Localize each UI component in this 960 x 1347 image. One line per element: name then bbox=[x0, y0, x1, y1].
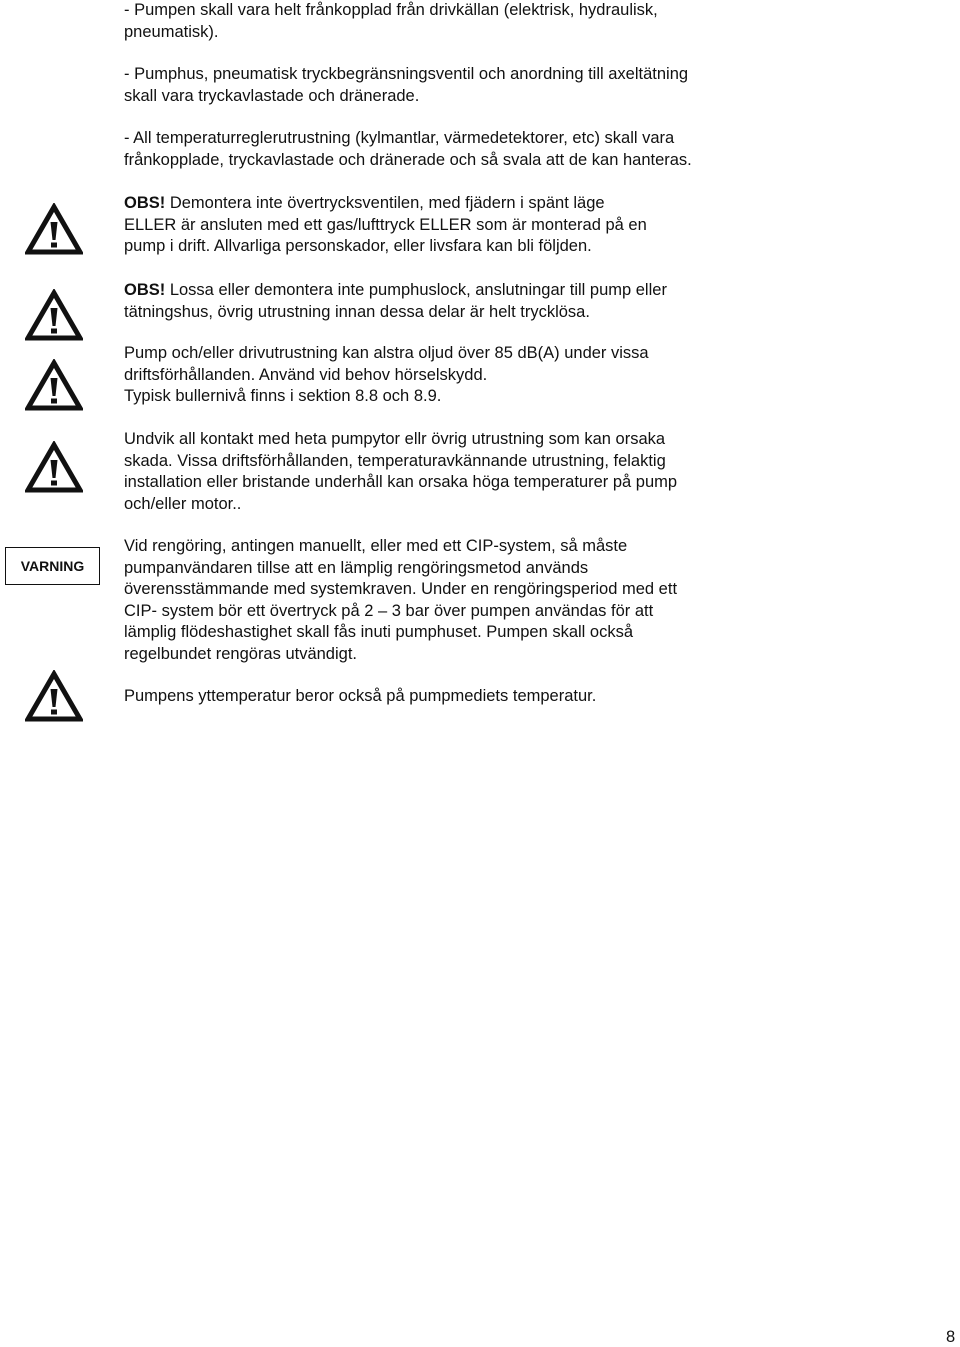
paragraph-obs-pump-cover bbox=[124, 280, 824, 323]
text-line: och/eller motor.. bbox=[124, 494, 242, 513]
warning-triangle-icon bbox=[25, 203, 83, 255]
varning-label: VARNING bbox=[20, 558, 85, 574]
paragraph-temperature-equipment bbox=[124, 128, 824, 171]
text-line: frånkopplade, tryckavlastade och dränerade och så svala att de kan hanteras. bbox=[124, 150, 692, 169]
text-line: skall vara tryckavlastade och dränerade. bbox=[124, 86, 420, 105]
text-line: OBS! Lossa eller demontera inte pumphuslock, anslutningar till pump eller bbox=[124, 281, 667, 299]
warning-triangle-icon bbox=[25, 289, 83, 341]
text-line: driftsförhållanden. Använd vid behov hörselskydd. bbox=[124, 365, 488, 384]
text-line: Vid rengöring, antingen manuellt, eller med ett CIP-system, så måste bbox=[124, 537, 628, 555]
text-line: Undvik all kontakt med heta pumpytor ellr övrig utrustning som kan orsaka bbox=[124, 430, 666, 448]
text-line: pneumatisk). bbox=[124, 22, 219, 41]
paragraph-cleaning bbox=[124, 536, 824, 665]
text-line: överensstämmande med systemkraven. Under en rengöringsperiod med ett bbox=[124, 580, 678, 598]
text-line: installation eller bristande underhåll kan orsaka höga temperaturer på pump bbox=[124, 473, 678, 491]
page-number: 8 bbox=[946, 1328, 956, 1346]
text-line: lämplig flödeshastighet skall fås inuti pumphuset. Pumpen skall också bbox=[124, 623, 634, 641]
paragraph-obs-relief-valve bbox=[124, 193, 824, 258]
text-line: pumpanvändaren tillse att en lämplig rengöringsmetod används bbox=[124, 558, 589, 577]
text-line: Typisk bullernivå finns i sektion 8.8 och 8.9. bbox=[124, 387, 442, 405]
obs-label: OBS! bbox=[124, 194, 166, 212]
text-line: ELLER är ansluten med ett gas/lufttryck ELLER som är monterad på en bbox=[124, 215, 647, 234]
text-line: Pumpens yttemperatur beror också på pumpmediets temperatur. bbox=[124, 687, 597, 705]
text-line: Pump och/eller drivutrustning kan alstra oljud över 85 dB(A) under vissa bbox=[124, 344, 649, 362]
paragraph-hot-surfaces bbox=[124, 429, 824, 515]
text-line: regelbundet rengöras utvändigt. bbox=[124, 644, 357, 663]
paragraph-noise bbox=[124, 343, 824, 408]
text-line: skada. Vissa driftsförhållanden, temperaturavkännande utrustning, felaktig bbox=[124, 451, 666, 470]
warning-triangle-icon bbox=[25, 670, 83, 722]
text-line: - All temperaturreglerutrustning (kylmantlar, värmedetektorer, etc) skall vara bbox=[124, 129, 675, 147]
varning-label-box bbox=[5, 547, 100, 585]
text-line: CIP- system bör ett övertryck på 2 – 3 bar över pumpen användas för att bbox=[124, 601, 654, 620]
paragraph-pump-housing bbox=[124, 64, 824, 107]
text-line: OBS! Demontera inte övertrycksventilen, med fjädern i spänt läge bbox=[124, 194, 605, 212]
text-line: - Pumphus, pneumatisk tryckbegränsningsventil och anordning till axeltätning bbox=[124, 65, 689, 83]
paragraph-pump-disconnected bbox=[124, 0, 824, 43]
paragraph-surface-temperature bbox=[124, 686, 824, 708]
text-line: tätningshus, övrig utrustning innan dessa delar är helt trycklösa. bbox=[124, 302, 590, 321]
text-line: - Pumpen skall vara helt frånkopplad från drivkällan (elektrisk, hydraulisk, bbox=[124, 1, 658, 19]
warning-triangle-icon bbox=[25, 359, 83, 411]
obs-label: OBS! bbox=[124, 281, 166, 299]
text-line: pump i drift. Allvarliga personskador, eller livsfara kan bli följden. bbox=[124, 237, 592, 255]
warning-triangle-icon bbox=[25, 441, 83, 493]
